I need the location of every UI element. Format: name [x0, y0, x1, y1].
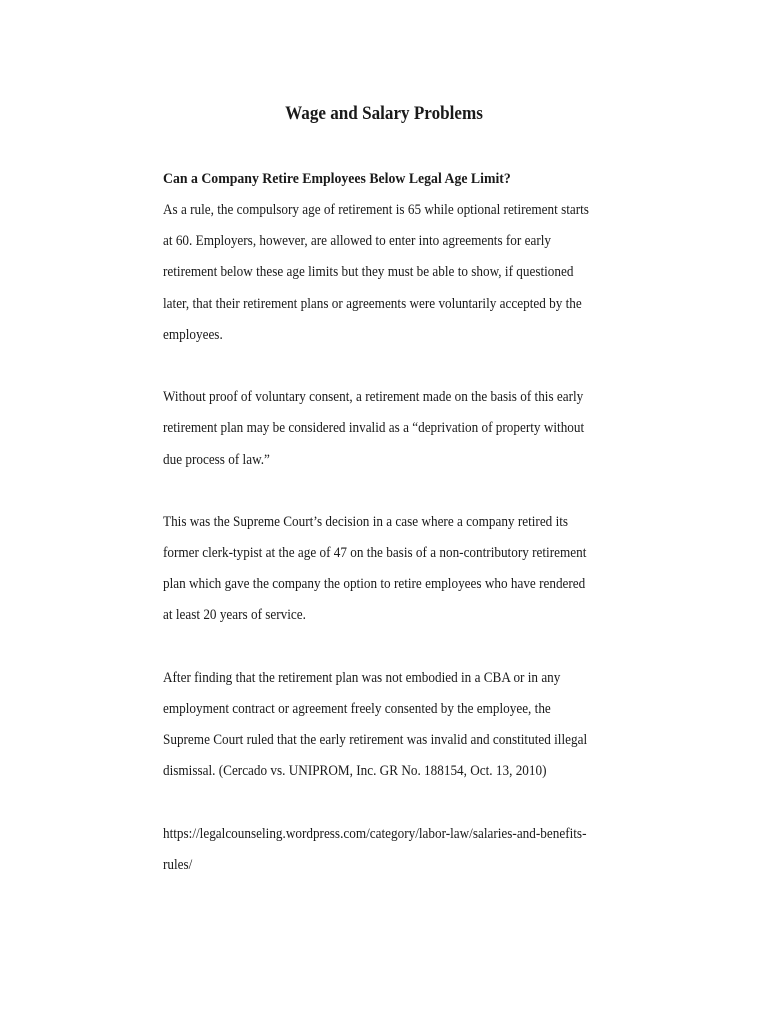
- source-url-line: rules/: [163, 856, 193, 873]
- paragraph-line: Supreme Court ruled that the early retirement was invalid and constituted illegal: [163, 732, 588, 749]
- paragraph-voluntary-consent: [163, 382, 663, 476]
- paragraph-supreme-court-decision: [163, 507, 663, 632]
- paragraph-line: dismissal. (Cercado vs. UNIPROM, Inc. GR No. 188154, Oct. 13, 2010): [163, 763, 547, 780]
- paragraph-line: plan which gave the company the option to retire employees who have rendered: [163, 576, 586, 593]
- paragraph-line: employment contract or agreement freely consented by the employee, the: [163, 701, 551, 717]
- paragraph-line: due process of law.”: [163, 451, 270, 468]
- paragraph-line: at 60. Employers, however, are allowed to enter into agreements for early: [163, 233, 551, 250]
- paragraph-spacer: [163, 476, 663, 507]
- paragraph-line: retirement plan may be considered invalid as a “deprivation of property without: [163, 420, 585, 437]
- paragraph-line: Without proof of voluntary consent, a retirement made on the basis of this early: [163, 389, 584, 406]
- paragraph-line: This was the Supreme Court’s decision in a case where a company retired its: [163, 513, 569, 530]
- section-heading: Can a Company Retire Employees Below Legal Age Limit?: [163, 171, 511, 187]
- document-title: Wage and Salary Problems: [285, 103, 483, 124]
- paragraph-spacer: [163, 788, 663, 819]
- paragraph-spacer: [163, 351, 663, 382]
- document-body: [163, 164, 663, 881]
- paragraph-retirement-age: [163, 195, 663, 351]
- paragraph-spacer: [163, 632, 663, 663]
- source-url-line: https://legalcounseling.wordpress.com/category/labor-law/salaries-and-benefits-: [163, 825, 587, 842]
- paragraph-line: former clerk-typist at the age of 47 on the basis of a non-contributory retirement: [163, 545, 587, 562]
- paragraph-line: retirement below these age limits but they must be able to show, if questioned: [163, 264, 574, 281]
- paragraph-ruling: [163, 663, 663, 788]
- paragraph-line: later, that their retirement plans or agreements were voluntarily accepted by the: [163, 295, 582, 312]
- paragraph-line: As a rule, the compulsory age of retirement is 65 while optional retirement starts: [163, 202, 589, 218]
- paragraph-line: After finding that the retirement plan was not embodied in a CBA or in any: [163, 669, 561, 686]
- paragraph-line: employees.: [163, 326, 223, 343]
- paragraph-line: at least 20 years of service.: [163, 607, 306, 624]
- source-url: [163, 819, 663, 881]
